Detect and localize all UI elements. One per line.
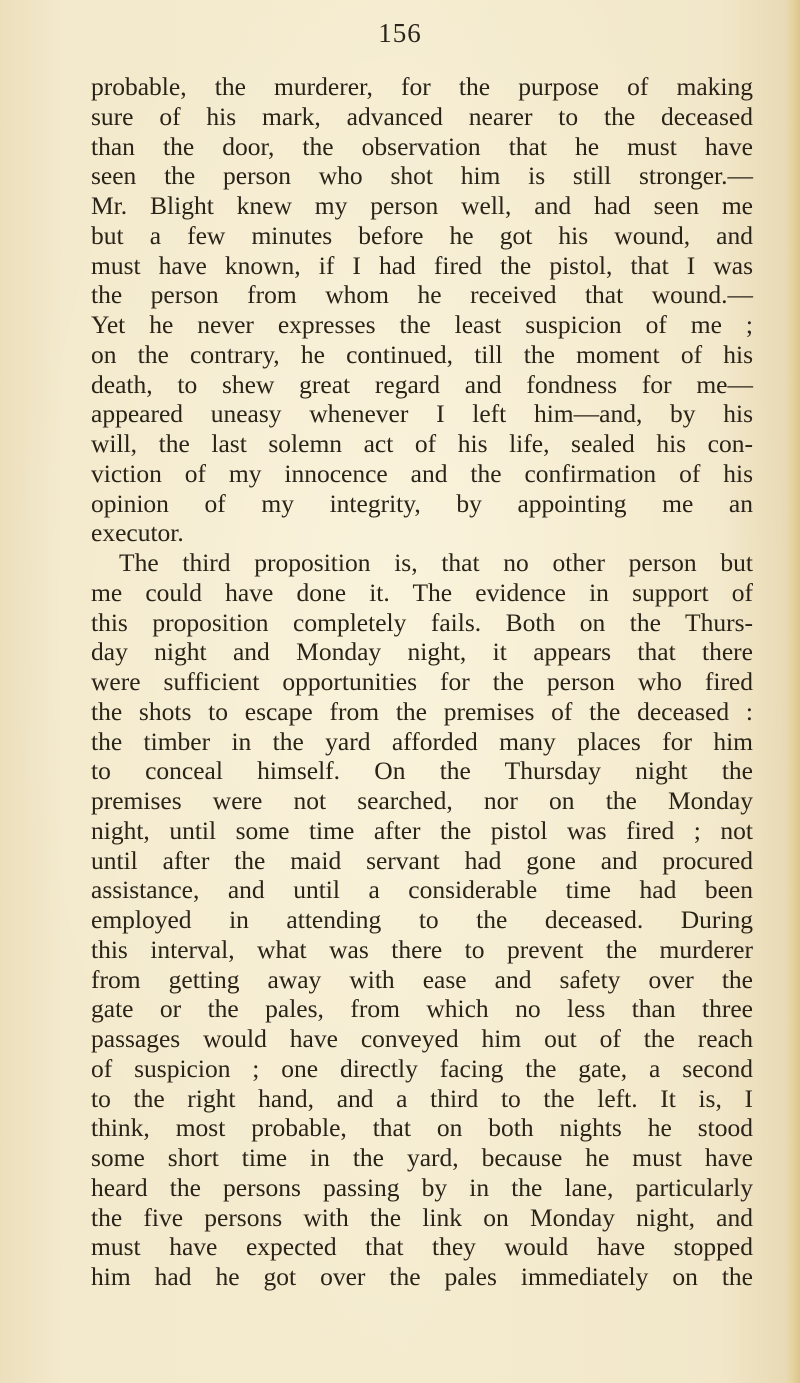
text-line: seen the person who shot him is still stronger.— — [91, 161, 753, 191]
text-line: this proposition completely fails. Both on the Thurs- — [91, 607, 753, 637]
text-line: to the right hand, and a third to the left. It is, I — [91, 1083, 753, 1113]
text-line: him had he got over the pales immediately on the — [91, 1262, 753, 1291]
text-line: to conceal himself. On the Thursday night the — [91, 756, 753, 786]
text-line: were sufficient opportunities for the person who fired — [91, 667, 753, 696]
text-line: probable, the murderer, for the purpose of making — [91, 72, 753, 101]
text-line: me could have done it. The evidence in support of — [91, 577, 753, 607]
text-line: premises were not searched, nor on the Monday — [91, 786, 753, 815]
text-line: passages would have conveyed him out of the reach — [91, 1024, 753, 1053]
text-line: the shots to escape from the premises of the deceased : — [91, 696, 753, 726]
text-line: think, most probable, that on both nights he stood — [91, 1113, 753, 1143]
text-line: on the contrary, he continued, till the moment of his — [91, 339, 753, 369]
page-number: 156 — [378, 18, 422, 48]
text-line: Mr. Blight knew my person well, and had seen me — [91, 191, 753, 220]
text-line: heard the persons passing by in the lane, particularly — [91, 1172, 753, 1202]
text-line: night, until some time after the pistol was fired ; not — [91, 815, 753, 845]
text-line: assistance, and until a considerable time had been — [91, 875, 753, 905]
text-line: viction of my innocence and the confirmation of his — [91, 458, 753, 488]
text-line: gate or the pales, from which no less than three — [91, 994, 753, 1024]
paragraph — [91, 548, 753, 1292]
paragraph — [91, 72, 753, 548]
text-line: until after the maid servant had gone and procured — [91, 845, 753, 875]
text-line: executor. — [91, 518, 184, 548]
text-line: must have expected that they would have stopped — [91, 1232, 753, 1262]
text-line: employed in attending to the deceased. During — [91, 905, 753, 934]
text-line: of suspicion ; one directly facing the gate, a second — [91, 1053, 753, 1083]
body-text — [91, 72, 753, 1292]
text-line: the timber in the yard afforded many places for him — [91, 726, 753, 756]
text-line: The third proposition is, that no other person but — [119, 548, 753, 577]
text-line: appeared uneasy whenever I left him—and, by his — [91, 399, 753, 429]
page-edge — [786, 0, 800, 1383]
text-line: some short time in the yard, because he must have — [91, 1143, 753, 1172]
text-line: from getting away with ease and safety over the — [91, 964, 753, 994]
text-line: than the door, the observation that he must have — [91, 131, 753, 161]
text-line: will, the last solemn act of his life, sealed his con- — [91, 429, 753, 458]
text-line: opinion of my integrity, by appointing me an — [91, 488, 753, 518]
text-line: the person from whom he received that wound.— — [91, 280, 753, 310]
text-line: Yet he never expresses the least suspicion of me ; — [91, 310, 753, 339]
text-line: this interval, what was there to prevent the murderer — [91, 934, 753, 964]
text-line: but a few minutes before he got his wound, and — [91, 220, 753, 250]
text-line: the five persons with the link on Monday night, and — [91, 1202, 753, 1232]
text-line: death, to shew great regard and fondness for me— — [91, 369, 753, 399]
text-line: must have known, if I had fired the pistol, that I was — [91, 250, 753, 280]
text-line: sure of his mark, advanced nearer to the deceased — [91, 101, 753, 131]
text-line: day night and Monday night, it appears that there — [91, 637, 753, 667]
